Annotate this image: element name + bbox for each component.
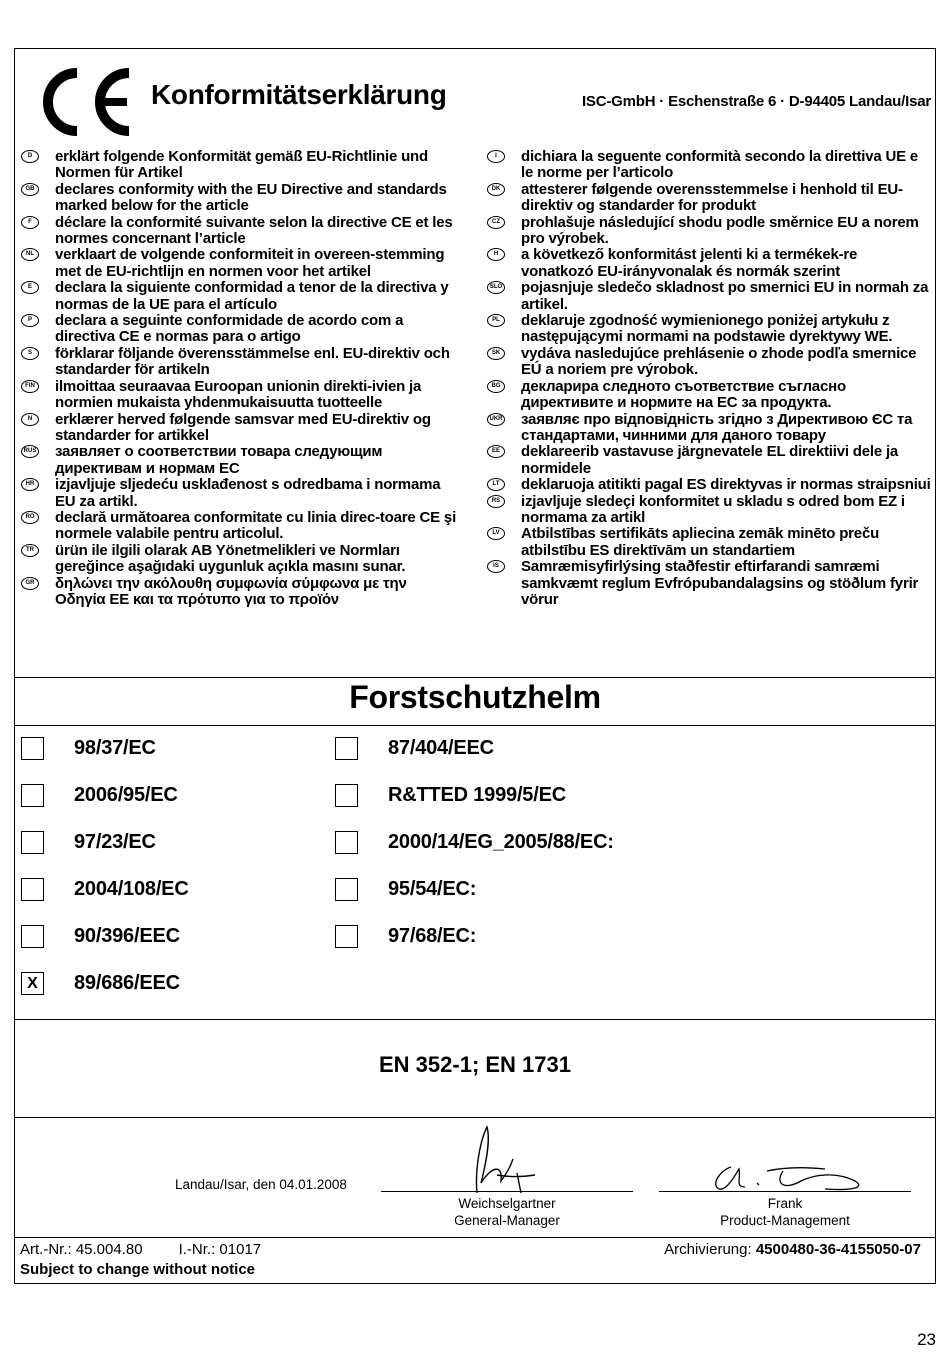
ident-number: I.-Nr.: 01017 bbox=[178, 1241, 262, 1258]
directive-checkbox bbox=[21, 831, 44, 854]
language-entry bbox=[487, 526, 932, 559]
place-date: Landau/Isar, den 04.01.2008 bbox=[175, 1177, 347, 1192]
language-statement: Samræmisyfirlýsing staðfestir eftirfarandi samræmi samkvæmt reglum Evfrópubandalagsins og stöðlum fyrir vörur bbox=[521, 558, 919, 608]
signature-weichselgartner-icon bbox=[451, 1123, 551, 1197]
language-statement: izjavljuje sledeçi konformitet u skladu s odred bom EZ i normama za artikl bbox=[521, 492, 905, 526]
language-entry bbox=[487, 215, 932, 248]
language-code-badge: GB bbox=[21, 183, 39, 196]
directive-label: 2004/108/EC bbox=[74, 878, 189, 900]
language-statement: pojasnjuje sledečo skladnost po smernici EU in normah za artikel. bbox=[521, 279, 929, 313]
declaration-frame bbox=[14, 48, 936, 1284]
language-code-badge: D bbox=[21, 150, 39, 163]
language-entry bbox=[487, 182, 932, 215]
language-statement: déclare la conformité suivante selon la directive CE et les normes concernant l’article bbox=[55, 213, 453, 248]
language-statement: erklärt folgende Konformität gemäß EU-Richtlinie und Normen für Artikel bbox=[55, 148, 428, 182]
language-entry bbox=[21, 346, 461, 379]
language-entry bbox=[21, 477, 461, 510]
language-entry bbox=[487, 379, 932, 412]
directive-checkbox: X bbox=[21, 972, 44, 995]
language-entry bbox=[487, 346, 932, 379]
language-code-badge: SLO bbox=[487, 281, 505, 294]
signature-line bbox=[659, 1191, 911, 1192]
directive-checkbox bbox=[21, 737, 44, 760]
directive-label: R&TTED 1999/5/EC bbox=[388, 784, 566, 806]
ce-mark-icon bbox=[33, 67, 133, 137]
archive-label: Archivierung: bbox=[664, 1241, 752, 1258]
article-number: Art.-Nr.: 45.004.80 bbox=[20, 1241, 143, 1258]
directive-label: 97/23/EC bbox=[74, 831, 156, 853]
language-entry bbox=[487, 412, 932, 445]
signer-name: Weichselgartner bbox=[458, 1196, 556, 1211]
language-statement: ürün ile ilgili olarak AB Yönetmelikleri ve Normları gereğince aşağıdaki uygunluk açıkla masını sunar. bbox=[55, 541, 406, 576]
language-statement: dichiara la seguente conformità secondo la direttiva UE e le norme per l’articolo bbox=[521, 148, 919, 182]
language-code-badge: LV bbox=[487, 527, 505, 540]
language-statement: prohlašuje následující shodu podle směrnice EU a norem pro výrobek. bbox=[521, 213, 919, 248]
language-code-badge: HR bbox=[21, 478, 39, 491]
language-code-badge: CZ bbox=[487, 216, 505, 229]
language-entry bbox=[21, 412, 461, 445]
language-entry bbox=[487, 559, 932, 608]
language-code-badge: RUS bbox=[21, 445, 39, 458]
language-code-badge: S bbox=[21, 347, 39, 360]
language-entry bbox=[487, 247, 932, 280]
directive-checkbox bbox=[21, 784, 44, 807]
language-statement: attesterer følgende overensstemmelse i henhold til EU-direktiv og standarder for produkt bbox=[521, 180, 903, 215]
language-statement: declares conformity with the EU Directive and standards marked below for the article bbox=[55, 180, 447, 215]
language-code-badge: N bbox=[21, 413, 39, 426]
language-code-badge: PL bbox=[487, 314, 505, 327]
language-code-badge: EE bbox=[487, 445, 505, 458]
divider bbox=[15, 1117, 935, 1118]
language-entry bbox=[487, 494, 932, 527]
directive-checkbox bbox=[335, 925, 358, 948]
signer-role: Product-Management bbox=[720, 1213, 850, 1228]
directive-item bbox=[21, 972, 180, 995]
language-statement: декларира следното съответствие съгласно директивите и нормите на ЕС за продукта. bbox=[521, 377, 846, 412]
language-entry bbox=[487, 313, 932, 346]
language-statement: declară următoarea conformitate cu linia direc-toare CE şi normele valabile pentru articolul. bbox=[55, 508, 457, 543]
language-code-badge: E bbox=[21, 281, 39, 294]
language-statement: förklarar följande överensstämmelse enl. EU-direktiv och standarder för artikeln bbox=[55, 344, 450, 379]
language-code-badge: RO bbox=[21, 511, 39, 524]
directive-label: 98/37/EC bbox=[74, 737, 156, 759]
signer-product-management bbox=[659, 1195, 911, 1229]
language-entry bbox=[487, 149, 932, 182]
directive-checkbox bbox=[335, 878, 358, 901]
language-statement: a következő konformitást jelenti ki a termékek-re vonatkozó EU-irányvonalak és normák szerint bbox=[521, 246, 858, 280]
language-column-right bbox=[487, 149, 932, 608]
directive-item bbox=[21, 831, 156, 854]
language-entry bbox=[21, 215, 461, 248]
language-entry bbox=[487, 477, 932, 493]
language-entry bbox=[21, 576, 461, 609]
directive-label: 89/686/EEC bbox=[74, 972, 180, 994]
language-statement: deklareerib vastavuse järgnevatele EL direktiivi dele ja normidele bbox=[521, 443, 899, 477]
directive-checkbox bbox=[21, 925, 44, 948]
directive-item bbox=[335, 925, 476, 948]
language-statement: deklaruoja atitikti pagal ES direktyvas ir normas straipsniui bbox=[521, 476, 931, 494]
language-entry bbox=[21, 247, 461, 280]
applied-standards: EN 352-1; EN 1731 bbox=[379, 1052, 571, 1077]
language-code-badge: FIN bbox=[21, 380, 39, 393]
language-column-left bbox=[21, 149, 461, 608]
language-code-badge: H bbox=[487, 248, 505, 261]
language-statement: vydáva nasledujúce prehlásenie o zhode podľa smernice EÚ a noriem pre výrobok. bbox=[521, 344, 917, 379]
language-code-badge: RS bbox=[487, 495, 505, 508]
language-entry bbox=[487, 280, 932, 313]
language-entry bbox=[21, 280, 461, 313]
language-statement: δηλώνει την ακόλουθη συμφωνία σύμφωνα με την Οδηγία ΕΕ και τα πρότυπο για το προϊόν bbox=[55, 574, 407, 608]
language-entry bbox=[21, 182, 461, 215]
language-statement: izjavljuje sljedeću usklađenost s odredbama i normama EU za artikl. bbox=[55, 476, 441, 510]
directive-item bbox=[335, 737, 494, 760]
language-entry bbox=[21, 149, 461, 182]
signer-general-manager bbox=[381, 1195, 633, 1229]
article-numbers bbox=[20, 1241, 297, 1258]
directive-label: 87/404/EEC bbox=[388, 737, 494, 759]
directive-checkbox bbox=[335, 784, 358, 807]
divider bbox=[15, 725, 935, 726]
directive-item bbox=[21, 737, 156, 760]
language-statement: deklaruje zgodność wymienionego poniżej artykułu z następującymi normami na podstawie dyrektywy WE. bbox=[521, 312, 893, 346]
directive-item bbox=[335, 831, 614, 854]
directive-label: 2000/14/EG_2005/88/EC: bbox=[388, 831, 614, 853]
divider bbox=[15, 1019, 935, 1020]
language-code-badge: NL bbox=[21, 248, 39, 261]
language-entry bbox=[21, 313, 461, 346]
directive-checkbox bbox=[335, 737, 358, 760]
language-code-badge: F bbox=[21, 216, 39, 229]
language-statement: заявляет о соответствии товара следующим директивам и нормам ЕС bbox=[55, 443, 383, 477]
language-entry bbox=[21, 444, 461, 477]
signer-name: Frank bbox=[767, 1196, 803, 1211]
directive-item bbox=[335, 878, 476, 901]
language-code-badge: IS bbox=[487, 560, 505, 573]
archive-value: 4500480-36-4155050-07 bbox=[755, 1241, 921, 1258]
signature-line bbox=[381, 1191, 633, 1192]
directive-label: 2006/95/EC bbox=[74, 784, 178, 806]
language-statement: declara a seguinte conformidade de acordo com a directiva CE e normas para o artigo bbox=[55, 312, 404, 346]
language-statement: erklærer herved følgende samsvar med EU-direktiv og standarder for artikkel bbox=[55, 410, 431, 444]
language-statement: заявляє про відповідність згідно з Директивою ЄС та стандартами, чинними для даного товару bbox=[521, 410, 913, 444]
archive-number bbox=[664, 1241, 921, 1258]
directive-item bbox=[335, 784, 566, 807]
directive-item bbox=[21, 925, 180, 948]
language-entry bbox=[21, 543, 461, 576]
directive-label: 90/396/EEC bbox=[74, 925, 180, 947]
directive-checkbox bbox=[21, 878, 44, 901]
language-entry bbox=[487, 444, 932, 477]
directive-checkbox bbox=[335, 831, 358, 854]
language-code-badge: P bbox=[21, 314, 39, 327]
language-statement: verklaart de volgende conformiteit in overeen-stemming met de EU-richtlijn en normen voor het artikel bbox=[55, 246, 445, 280]
language-code-badge: BG bbox=[487, 380, 505, 393]
language-code-badge: LT bbox=[487, 478, 505, 491]
change-notice: Subject to change without notice bbox=[20, 1261, 256, 1278]
language-code-badge: UKR bbox=[487, 413, 505, 426]
language-statement: declara la siguiente conformidad a tenor de la directiva y normas de la UE para el artículo bbox=[55, 279, 449, 313]
divider bbox=[15, 1237, 935, 1238]
language-code-badge: I bbox=[487, 150, 505, 163]
language-entry bbox=[21, 379, 461, 412]
directive-item bbox=[21, 878, 189, 901]
language-code-badge: DK bbox=[487, 183, 505, 196]
document-title: Konformitätserklärung bbox=[151, 79, 447, 110]
product-name: Forstschutzhelm bbox=[349, 679, 601, 715]
directive-label: 95/54/EC: bbox=[388, 878, 477, 900]
directive-label: 97/68/EC: bbox=[388, 925, 477, 947]
page-number: 23 bbox=[917, 1330, 936, 1349]
directive-item bbox=[21, 784, 178, 807]
signer-role: General-Manager bbox=[454, 1213, 560, 1228]
language-code-badge: GR bbox=[21, 577, 39, 590]
language-statement: Atbilstības sertifikāts apliecina zemāk minēto preču atbilstību ES direktīvām un standartiem bbox=[521, 525, 880, 559]
language-code-badge: TR bbox=[21, 544, 39, 557]
language-code-badge: SK bbox=[487, 347, 505, 360]
language-entry bbox=[21, 510, 461, 543]
divider bbox=[15, 677, 935, 678]
language-statement: ilmoittaa seuraavaa Euroopan unionin direkti-ivien ja normien mukaista yhdenmukaisuutta tuotteelle bbox=[55, 377, 422, 412]
company-address: ISC-GmbH · Eschenstraße 6 · D-94405 Landau/Isar bbox=[581, 93, 931, 110]
